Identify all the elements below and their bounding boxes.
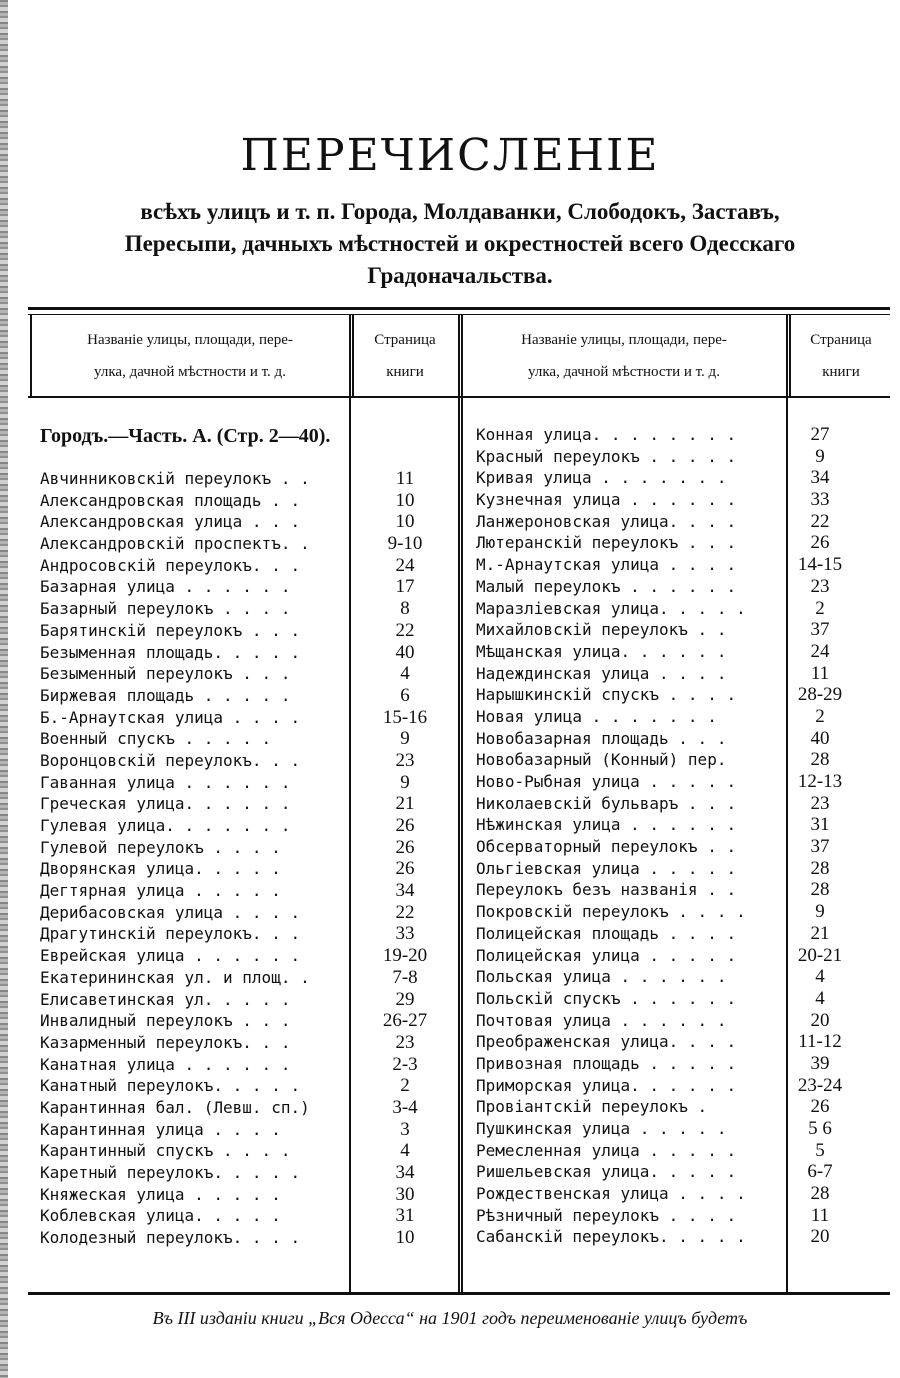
- column-divider-middle-b: [461, 314, 463, 1292]
- subtitle-line-1: всѣхъ улицъ и т. п. Города, Молдаванки, Слободокъ, Заставъ,: [140, 199, 780, 224]
- page-number: 19-20: [382, 945, 428, 967]
- right-page-header-line-2: книги: [822, 364, 860, 380]
- page-number: 11-12: [798, 1031, 842, 1053]
- page-number: 12-13: [797, 771, 843, 792]
- left-name-column: [40, 468, 346, 1249]
- footer-note: Въ III изданіи книги „Вся Одесса“ на 1901 годъ переименованіе улицъ будетъ: [152, 1308, 748, 1328]
- street-name: Карантинный спускъ . . . .: [40, 1141, 291, 1161]
- page-number: 11: [395, 468, 415, 489]
- street-name: Малый переулокъ . . . . . .: [476, 576, 737, 596]
- page-number: 37: [810, 619, 830, 641]
- street-name: Кузнечная улица . . . . . .: [476, 490, 737, 510]
- page-number: 39: [810, 1052, 830, 1074]
- page-number: 3: [400, 1118, 410, 1140]
- page-number: 34: [395, 1162, 415, 1183]
- street-name: Михайловскій переулокъ . .: [476, 620, 727, 640]
- subtitle-line-3: Градоначальства.: [367, 263, 553, 288]
- page-number: 40: [395, 641, 415, 663]
- street-name: Дегтярная улица . . . . .: [40, 881, 281, 901]
- section-title: Городъ.—Часть. А. (Стр. 2—40).: [40, 425, 331, 447]
- page-number: 33: [810, 489, 830, 511]
- page-number: 26: [395, 858, 415, 880]
- street-name: Дворянская улица. . . . .: [40, 859, 281, 879]
- page-number: 2-3: [392, 1053, 418, 1075]
- right-name-column: [476, 424, 784, 1248]
- page-number: 31: [810, 814, 830, 836]
- street-name: М.-Арнаутская улица . . . .: [476, 555, 737, 575]
- street-name: Княжеская улица . . . . .: [40, 1184, 281, 1204]
- street-name: Ланжероновская улица. . . .: [476, 511, 737, 531]
- page-number: 26: [810, 1096, 830, 1118]
- page-number: 9: [815, 445, 825, 467]
- subtitle-line-2: Пересыпи, дачныхъ мѣстностей и окрестностей всего Одесскаго: [124, 231, 796, 256]
- street-name: Почтовая улица . . . . . .: [476, 1010, 727, 1030]
- street-name: Александровская площадь . .: [40, 490, 301, 510]
- left-page-header-line-2: книги: [386, 364, 424, 380]
- street-name: Андросовскій переулокъ. . .: [40, 555, 301, 575]
- page-number: 9-10: [387, 533, 423, 555]
- page-number: 21: [810, 922, 830, 944]
- street-name: Еврейская улица . . . . . .: [40, 946, 301, 966]
- street-name: Приморская улица. . . . . .: [476, 1075, 737, 1095]
- page-number: 24: [395, 554, 415, 576]
- page-number: 28: [810, 749, 830, 771]
- right-name-header-line-2: улка, дачной мѣстности и т. д.: [528, 364, 720, 380]
- left-name-header-line-2: улка, дачной мѣстности и т. д.: [94, 364, 286, 380]
- left-page-header-line-1: Страница: [374, 332, 436, 348]
- street-name: Новобазарный (Конный) пер.: [476, 750, 727, 770]
- street-name: Новобазарная площадь . . .: [476, 728, 727, 748]
- page-number: 24: [810, 640, 830, 662]
- street-name: Конная улица. . . . . . . .: [476, 425, 737, 444]
- column-divider-page-right: [786, 314, 788, 1292]
- street-name: Рѣзничный переулокъ . . . .: [476, 1205, 737, 1225]
- page-number: 6-7: [807, 1161, 833, 1183]
- street-name: Воронцовскій переулокъ. . .: [40, 750, 301, 770]
- street-name: Николаевскій бульваръ . . .: [476, 793, 737, 813]
- page-number: 2: [815, 705, 825, 727]
- street-name: Канатный переулокъ. . . . .: [40, 1076, 301, 1096]
- page-number: 21: [395, 793, 415, 815]
- street-name: Кривая улица . . . . . . .: [476, 468, 727, 488]
- street-name: Базарный переулокъ . . . .: [40, 599, 291, 619]
- street-name: Полицейская площадь . . . .: [476, 923, 737, 943]
- street-name: Полицейская улица . . . . .: [476, 945, 737, 965]
- page-number: 10: [395, 1227, 415, 1249]
- street-name: Коблевская улица. . . . .: [40, 1206, 281, 1226]
- page-number: 34: [395, 880, 415, 902]
- street-name: Александровскій проспектъ. .: [40, 534, 310, 554]
- page-number: 28: [810, 857, 830, 879]
- page-number: 26: [395, 815, 415, 836]
- street-name: Привозная площадь . . . . .: [476, 1053, 737, 1073]
- street-name: Биржевая площадь . . . . .: [40, 685, 291, 705]
- street-name: Карантинная бал. (Левш. сп.): [40, 1097, 310, 1117]
- street-name: Авчинниковскій переулокъ . .: [40, 469, 310, 488]
- page-number: 4: [400, 663, 410, 685]
- page-number: 10: [395, 489, 415, 511]
- right-page-column: [790, 424, 850, 1248]
- page-number: 20: [810, 1226, 830, 1248]
- street-name: Базарная улица . . . . . .: [40, 577, 291, 597]
- page-number: 17: [395, 576, 415, 598]
- street-name: Нарышкинскій спускъ . . . .: [476, 685, 737, 705]
- street-name: Обсерваторный переулокъ . .: [476, 837, 737, 857]
- street-name: Греческая улица. . . . . .: [40, 794, 291, 814]
- street-name: Лютеранскій переулокъ . . .: [476, 533, 737, 553]
- street-name: Гулевая улица. . . . . . .: [40, 816, 291, 835]
- page-number: 23-24: [797, 1074, 843, 1096]
- street-name: Драгутинскій переулокъ. . .: [40, 924, 301, 944]
- street-name: Барятинскій переулокъ . . .: [40, 620, 301, 640]
- street-name: Дерибасовская улица . . . .: [40, 902, 301, 922]
- page-number: 20-21: [797, 944, 843, 966]
- street-name: Новая улица . . . . . . .: [476, 706, 717, 726]
- street-name: Пушкинская улица . . . . .: [476, 1119, 727, 1138]
- street-name: Преображенская улица. . . .: [476, 1032, 737, 1052]
- page-number: 37: [810, 836, 830, 858]
- page-number: 2: [400, 1075, 410, 1097]
- left-page-header: [355, 324, 455, 388]
- street-name: Нѣжинская улица . . . . . .: [476, 815, 737, 835]
- page-number: 4: [815, 966, 825, 988]
- page-number: 27: [810, 424, 830, 445]
- street-name: Екатерининская ул. и площ. .: [40, 967, 310, 987]
- street-name: Польская улица . . . . . .: [476, 967, 727, 987]
- column-divider-page-left-b: [352, 314, 354, 398]
- street-name: Александровская улица . . .: [40, 512, 301, 532]
- street-name: Колодезный переулокъ. . . .: [40, 1228, 301, 1248]
- street-name: Ремесленная улица . . . . .: [476, 1140, 737, 1160]
- page-number: 15-16: [382, 706, 428, 728]
- right-page-header: [792, 324, 890, 388]
- page-number: 23: [395, 749, 415, 771]
- page-subtitle: [60, 196, 860, 292]
- street-name: Гулевой переулокъ . . . .: [40, 837, 281, 857]
- table-bottom-rule: [28, 1292, 890, 1295]
- left-name-header-line-1: Названіе улицы, площади, пере-: [87, 332, 293, 348]
- page-number: 14-15: [797, 554, 843, 576]
- street-name: Мѣщанская улица. . . . . .: [476, 641, 727, 661]
- street-name: Ново-Рыбная улица . . . . .: [476, 772, 737, 791]
- page-number: 23: [810, 792, 830, 814]
- page-number: 3-4: [392, 1096, 418, 1118]
- street-name: Ришельевская улица. . . . .: [476, 1162, 737, 1182]
- street-name: Ольгіевская улица . . . . .: [476, 858, 737, 878]
- street-name: Елисаветинская ул. . . . .: [40, 989, 291, 1009]
- page-number: 4: [815, 987, 825, 1009]
- page-number: 28: [810, 879, 830, 901]
- page-number: 34: [810, 467, 830, 489]
- street-name: Гаванная улица . . . . . .: [40, 772, 291, 792]
- column-divider-middle: [458, 314, 460, 1292]
- street-name: Б.-Арнаутская улица . . . .: [40, 707, 301, 727]
- page-title: ПЕРЕЧИСЛЕНІЕ: [240, 130, 660, 181]
- left-name-header: [36, 324, 344, 388]
- right-name-header-line-1: Названіе улицы, площади, пере-: [521, 332, 727, 348]
- page-number: 28-29: [797, 684, 843, 706]
- page-number: 22: [395, 619, 415, 641]
- page-number: 11: [810, 662, 830, 684]
- page-number: 2: [815, 597, 825, 619]
- street-name: Провіантскій переулокъ .: [476, 1097, 708, 1117]
- right-page-header-line-1: Страница: [810, 332, 872, 348]
- street-name: Безыменный переулокъ . . .: [40, 664, 291, 684]
- street-name: Переулокъ безъ названія . .: [476, 880, 737, 900]
- page-number: 33: [395, 923, 415, 945]
- page-number: 28: [810, 1183, 830, 1205]
- page-number: 30: [395, 1183, 415, 1205]
- page-number: 9: [815, 901, 825, 923]
- page-number: 26: [810, 532, 830, 554]
- column-divider-left-outer: [30, 314, 32, 398]
- page-number: 20: [810, 1009, 830, 1031]
- page-number: 9: [400, 771, 410, 793]
- page-number: 5: [815, 1139, 825, 1161]
- page-number: 26: [395, 836, 415, 858]
- page-number: 29: [395, 988, 415, 1010]
- right-name-header: [466, 324, 782, 388]
- column-divider-page-left: [349, 314, 351, 1292]
- page-number: 40: [810, 727, 830, 749]
- street-name: Инвалидный переулокъ . . .: [40, 1011, 291, 1031]
- page-number: 11: [810, 1204, 830, 1226]
- table-top-rule-thick: [28, 307, 890, 310]
- street-name: Казарменный переулокъ. . .: [40, 1032, 291, 1052]
- street-name: Надеждинская улица . . . .: [476, 663, 727, 683]
- page-number: 23: [395, 1031, 415, 1053]
- page-number: 9: [400, 728, 410, 750]
- page-number: 6: [400, 684, 410, 706]
- street-name: Канатная улица . . . . . .: [40, 1054, 291, 1074]
- page-number: 26-27: [382, 1010, 428, 1032]
- page-number: 22: [395, 901, 415, 923]
- left-page-column: [355, 468, 455, 1249]
- street-name: Каретный переулокъ. . . . .: [40, 1163, 301, 1182]
- page-number: 22: [810, 510, 830, 532]
- street-name: Сабанскій переулокъ. . . . .: [476, 1227, 746, 1247]
- street-name: Военный спускъ . . . . .: [40, 729, 272, 749]
- street-name: Безыменная площадь. . . . .: [40, 642, 301, 662]
- page-number: 10: [395, 511, 415, 533]
- page-binding-edge: [0, 0, 8, 1378]
- page-number: 31: [395, 1205, 415, 1227]
- street-name: Маразліевская улица. . . . .: [476, 598, 746, 618]
- street-name: Покровскій переулокъ . . . .: [476, 902, 746, 922]
- street-name: Польскій спускъ . . . . . .: [476, 988, 737, 1008]
- page-number: 5 6: [808, 1118, 832, 1139]
- street-name: Рождественская улица . . . .: [476, 1184, 746, 1204]
- page-number: 4: [400, 1140, 410, 1162]
- page-number: 23: [810, 575, 830, 597]
- page-number: 8: [400, 598, 410, 620]
- column-divider-page-right-b: [789, 314, 791, 398]
- street-name: Карантинная улица . . . .: [40, 1119, 281, 1139]
- page-number: 7-8: [392, 966, 418, 988]
- street-name: Красный переулокъ . . . . .: [476, 446, 737, 466]
